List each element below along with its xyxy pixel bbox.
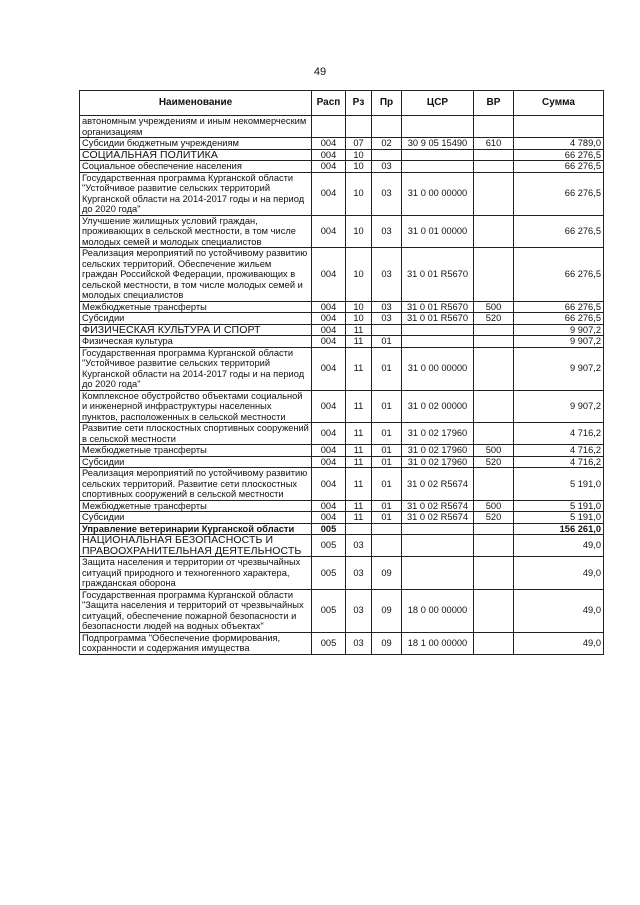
cell-sum: 5 191,0 [514,500,604,512]
cell-sum: 66 276,5 [514,161,604,173]
cell-rasp: 004 [312,215,346,248]
cell-rz: 11 [346,324,372,336]
cell-rasp: 004 [312,172,346,215]
cell-vr: 520 [474,313,514,325]
table-row [80,248,604,302]
cell-vr [474,324,514,336]
cell-name: Межбюджетные трансферты [80,445,312,457]
cell-vr [474,423,514,445]
cell-name: ФИЗИЧЕСКАЯ КУЛЬТУРА И СПОРТ [80,324,312,336]
header-csr: ЦСР [402,91,474,116]
cell-csr: 31 0 01 00000 [402,215,474,248]
cell-rasp: 004 [312,390,346,423]
cell-csr [402,557,474,590]
cell-name: Защита населения и территории от чрезвычайных ситуаций природного и техногенного характера, гражданская оборона [80,557,312,590]
cell-pr [372,324,402,336]
cell-vr [474,347,514,390]
cell-vr [474,535,514,557]
cell-csr: 31 0 00 00000 [402,347,474,390]
cell-name: Субсидии [80,456,312,468]
cell-vr [474,632,514,654]
cell-sum: 66 276,5 [514,149,604,161]
cell-name: Социальное обеспечение населения [80,161,312,173]
cell-csr: 31 0 02 R5674 [402,512,474,524]
table-row [80,557,604,590]
cell-vr: 520 [474,456,514,468]
cell-csr: 31 0 02 R5674 [402,468,474,501]
cell-sum: 4 716,2 [514,445,604,457]
cell-rasp: 004 [312,301,346,313]
cell-sum: 49,0 [514,557,604,590]
cell-pr: 01 [372,336,402,348]
table-row [80,390,604,423]
cell-sum: 66 276,5 [514,215,604,248]
budget-table [79,90,604,655]
cell-csr [402,523,474,535]
cell-name: Улучшение жилищных условий граждан, проживающих в сельской местности, в том числе молодых семей и молодых специалистов [80,215,312,248]
cell-csr [402,161,474,173]
cell-name: Физическая культура [80,336,312,348]
cell-rasp: 005 [312,535,346,557]
cell-vr [474,248,514,302]
cell-rasp: 005 [312,589,346,632]
cell-rasp: 004 [312,248,346,302]
cell-csr: 31 0 02 17960 [402,423,474,445]
cell-csr: 30 9 05 15490 [402,138,474,150]
cell-rasp: 005 [312,632,346,654]
cell-csr [402,116,474,138]
cell-rasp: 004 [312,512,346,524]
table-row [80,512,604,524]
cell-sum: 66 276,5 [514,313,604,325]
cell-csr: 31 0 01 R5670 [402,313,474,325]
cell-pr: 01 [372,423,402,445]
cell-sum: 66 276,5 [514,172,604,215]
cell-name: НАЦИОНАЛЬНАЯ БЕЗОПАСНОСТЬ И ПРАВООХРАНИТЕЛЬНАЯ ДЕЯТЕЛЬНОСТЬ [80,535,312,557]
cell-sum: 49,0 [514,535,604,557]
cell-name: Государственная программа Курганской области "Устойчивое развитие сельских территорий Курганской области на 2014-2017 годы и на период до 2020 года" [80,172,312,215]
table-row [80,215,604,248]
cell-rasp: 004 [312,500,346,512]
cell-rasp: 004 [312,445,346,457]
cell-sum: 4 716,2 [514,456,604,468]
cell-csr: 31 0 01 R5670 [402,301,474,313]
cell-pr: 01 [372,500,402,512]
cell-sum: 49,0 [514,632,604,654]
cell-csr: 31 0 02 17960 [402,445,474,457]
cell-pr [372,535,402,557]
header-pr: Пр [372,91,402,116]
table-row [80,161,604,173]
cell-name: Подпрограмма "Обеспечение формирования, сохранности и содержания имущества [80,632,312,654]
cell-rz: 10 [346,172,372,215]
cell-rz: 03 [346,632,372,654]
cell-name: Субсидии бюджетным учреждениям [80,138,312,150]
cell-vr: 500 [474,445,514,457]
table-row [80,423,604,445]
cell-vr [474,589,514,632]
cell-rz: 11 [346,423,372,445]
cell-rasp: 004 [312,138,346,150]
table-row [80,138,604,150]
cell-sum: 49,0 [514,589,604,632]
cell-rz: 11 [346,445,372,457]
table-row [80,468,604,501]
cell-name: Развитие сети плоскостных спортивных сооружений в сельской местности [80,423,312,445]
cell-csr: 31 0 02 00000 [402,390,474,423]
cell-vr [474,149,514,161]
cell-rz: 11 [346,512,372,524]
cell-vr [474,161,514,173]
table-row [80,500,604,512]
cell-pr: 02 [372,138,402,150]
cell-csr: 18 0 00 00000 [402,589,474,632]
cell-pr: 01 [372,347,402,390]
cell-pr: 01 [372,445,402,457]
cell-csr: 31 0 01 R5670 [402,248,474,302]
cell-pr [372,523,402,535]
cell-vr: 500 [474,301,514,313]
cell-rasp: 004 [312,324,346,336]
cell-rz [346,523,372,535]
cell-pr: 09 [372,632,402,654]
cell-name: Реализация мероприятий по устойчивому развитию сельских территорий. Развитие сети плоскостных спортивных сооружений в сельской местности [80,468,312,501]
table-row [80,301,604,313]
cell-rasp: 004 [312,468,346,501]
cell-sum: 5 191,0 [514,512,604,524]
table-row [80,324,604,336]
header-rz: Рз [346,91,372,116]
cell-name: Реализация мероприятий по устойчивому развитию сельских территорий. Обеспечение жильем граждан Российской Федерации, проживающих в сельской местности, в том числе молодых семей и молодых специалистов [80,248,312,302]
cell-rz: 03 [346,589,372,632]
cell-pr: 03 [372,161,402,173]
cell-sum: 156 261,0 [514,523,604,535]
cell-pr: 03 [372,215,402,248]
cell-vr: 500 [474,500,514,512]
cell-rz: 03 [346,557,372,590]
cell-sum [514,116,604,138]
cell-sum: 9 907,2 [514,347,604,390]
table-row [80,445,604,457]
cell-sum: 5 191,0 [514,468,604,501]
cell-vr [474,468,514,501]
cell-rz: 10 [346,313,372,325]
cell-name: Межбюджетные трансферты [80,301,312,313]
cell-name: Субсидии [80,512,312,524]
cell-vr [474,172,514,215]
page-number: 49 [313,66,327,78]
cell-rz: 10 [346,149,372,161]
cell-rasp [312,116,346,138]
cell-pr: 03 [372,172,402,215]
cell-csr [402,535,474,557]
table-row [80,523,604,535]
cell-vr [474,523,514,535]
cell-csr [402,336,474,348]
cell-pr [372,116,402,138]
cell-vr [474,557,514,590]
cell-name: Управление ветеринарии Курганской области [80,523,312,535]
cell-rz: 11 [346,390,372,423]
cell-csr: 31 0 00 00000 [402,172,474,215]
cell-pr [372,149,402,161]
cell-rasp: 004 [312,313,346,325]
table-row [80,632,604,654]
table-row [80,336,604,348]
cell-pr: 03 [372,301,402,313]
cell-rasp: 004 [312,423,346,445]
table-row [80,172,604,215]
cell-name: Государственная программа Курганской области "Устойчивое развитие сельских территорий Курганской области на 2014-2017 годы и на период до 2020 года" [80,347,312,390]
cell-csr: 18 1 00 00000 [402,632,474,654]
cell-sum: 9 907,2 [514,336,604,348]
cell-vr [474,215,514,248]
cell-rz: 10 [346,248,372,302]
cell-sum: 66 276,5 [514,248,604,302]
cell-rasp: 005 [312,523,346,535]
table-row [80,313,604,325]
cell-name: автономным учреждениям и иным некоммерческим организациям [80,116,312,138]
cell-rz: 03 [346,535,372,557]
cell-vr [474,116,514,138]
table-row [80,149,604,161]
cell-rasp: 005 [312,557,346,590]
cell-pr: 01 [372,468,402,501]
cell-vr [474,390,514,423]
cell-rz: 11 [346,456,372,468]
cell-sum: 4 789,0 [514,138,604,150]
cell-csr [402,324,474,336]
table-row [80,116,604,138]
cell-rasp: 004 [312,456,346,468]
cell-name: СОЦИАЛЬНАЯ ПОЛИТИКА [80,149,312,161]
header-name: Наименование [80,91,312,116]
cell-pr: 01 [372,390,402,423]
table-header-row [80,91,604,116]
cell-name: Субсидии [80,313,312,325]
cell-rasp: 004 [312,336,346,348]
cell-rz: 11 [346,347,372,390]
cell-rz: 10 [346,215,372,248]
cell-csr [402,149,474,161]
cell-pr: 01 [372,456,402,468]
table-row [80,456,604,468]
cell-rasp: 004 [312,161,346,173]
cell-rz: 11 [346,500,372,512]
cell-pr: 01 [372,512,402,524]
cell-rz: 11 [346,336,372,348]
cell-name: Государственная программа Курганской области "Защита населения и территорий от чрезвычайных ситуаций, обеспечение пожарной безопасности и безопасности людей на водных объектах" [80,589,312,632]
cell-sum: 9 907,2 [514,390,604,423]
cell-name: Межбюджетные трансферты [80,500,312,512]
cell-pr: 03 [372,313,402,325]
cell-rz: 07 [346,138,372,150]
cell-pr: 09 [372,589,402,632]
header-vr: ВР [474,91,514,116]
table-row [80,347,604,390]
cell-rz: 11 [346,468,372,501]
cell-vr: 610 [474,138,514,150]
cell-csr: 31 0 02 R5674 [402,500,474,512]
cell-rz: 10 [346,161,372,173]
cell-vr [474,336,514,348]
cell-name: Комплексное обустройство объектами социальной и инженерной инфраструктуры населенных пунктов, расположенных в сельской местности [80,390,312,423]
cell-pr: 03 [372,248,402,302]
header-rasp: Расп [312,91,346,116]
cell-pr: 09 [372,557,402,590]
table-row [80,589,604,632]
cell-rz [346,116,372,138]
cell-sum: 4 716,2 [514,423,604,445]
header-sum: Сумма [514,91,604,116]
cell-vr: 520 [474,512,514,524]
cell-sum: 9 907,2 [514,324,604,336]
table-row [80,535,604,557]
cell-sum: 66 276,5 [514,301,604,313]
cell-rasp: 004 [312,347,346,390]
cell-rz: 10 [346,301,372,313]
cell-csr: 31 0 02 17960 [402,456,474,468]
cell-rasp: 004 [312,149,346,161]
